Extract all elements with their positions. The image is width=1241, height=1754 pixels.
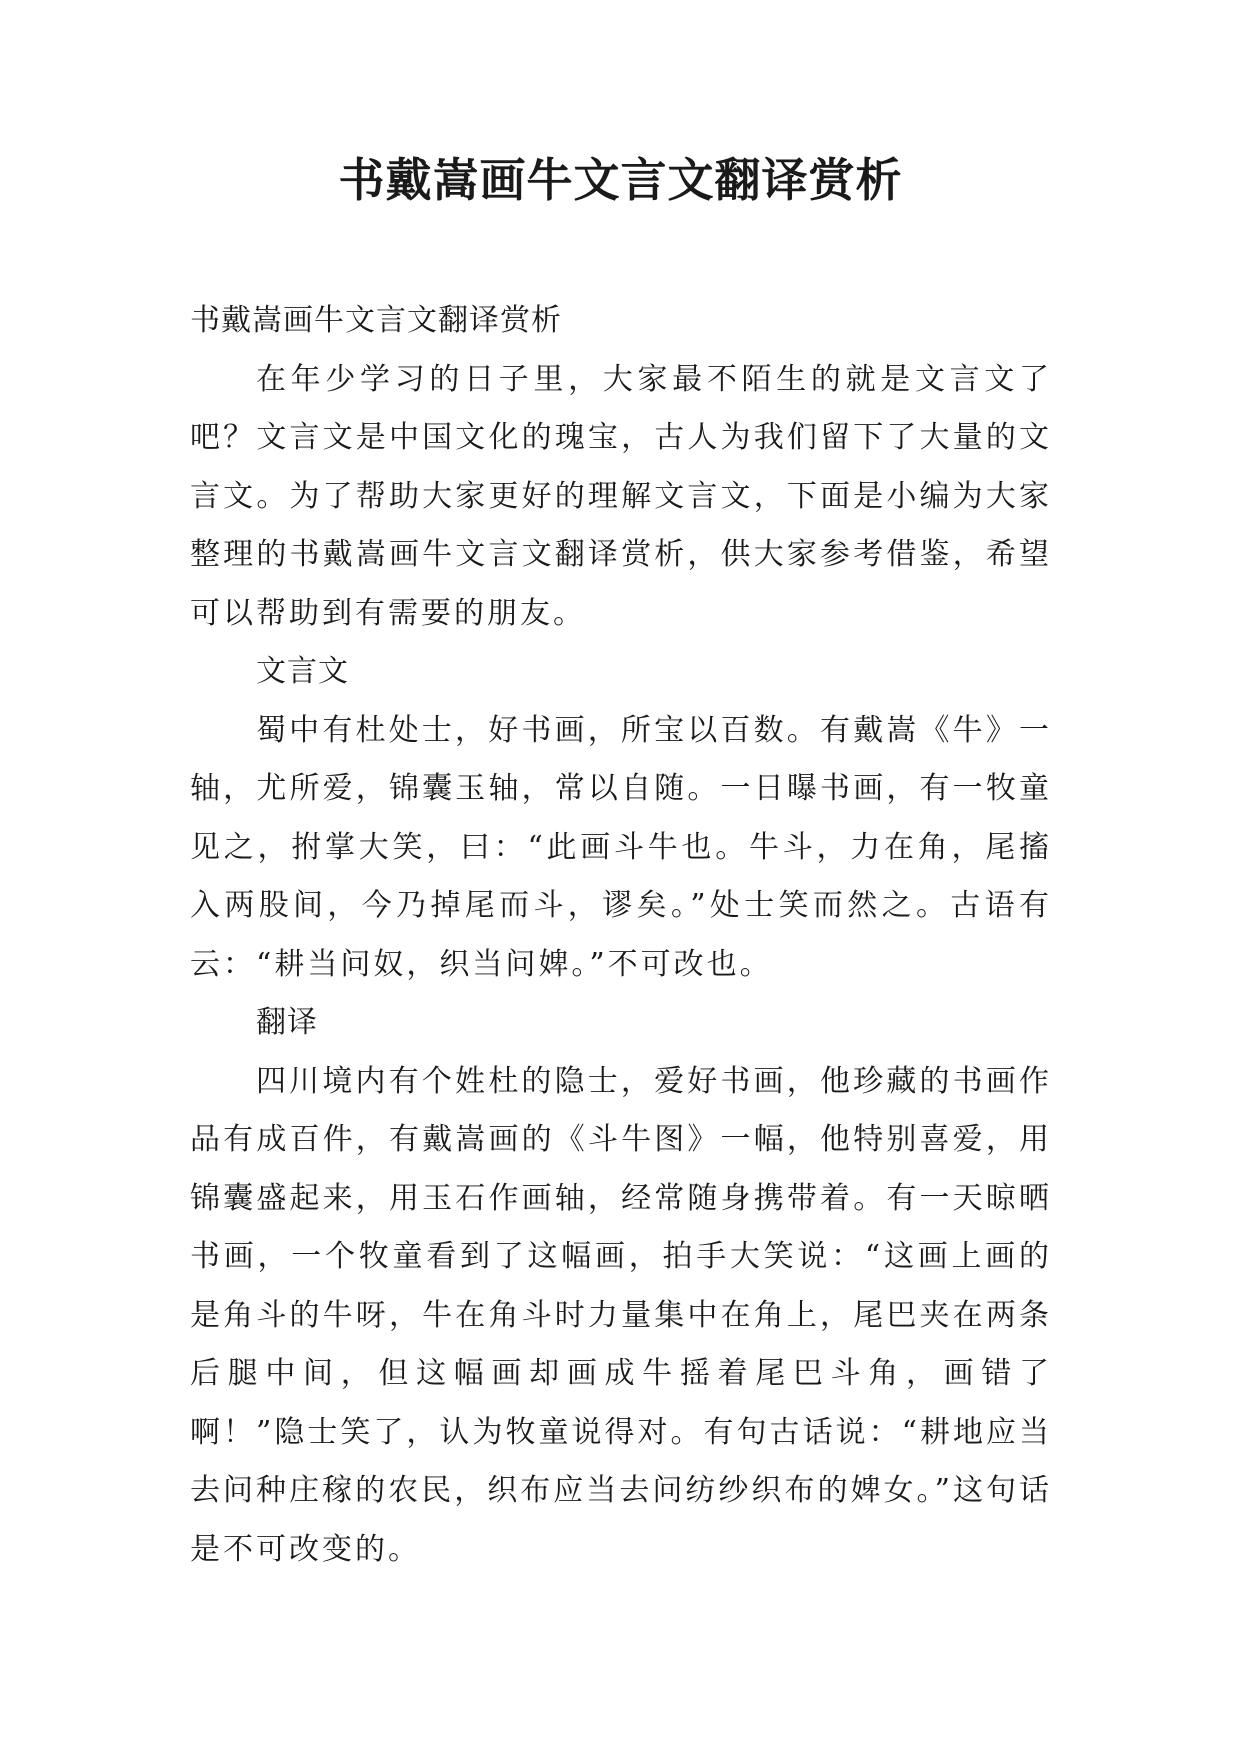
intro-paragraph: 在年少学习的日子里，大家最不陌生的就是文言文了吧？文言文是中国文化的瑰宝，古人为我们留下了大量的文言文。为了帮助大家更好的理解文言文，下面是小编为大家整理的书戴嵩画牛文言文翻译赏析，供大家参考借鉴，希望可以帮助到有需要的朋友。	[190, 361, 1052, 631]
document-body	[190, 292, 1052, 1579]
original-text-heading: 文言文	[256, 654, 349, 689]
translation-paragraph: 四川境内有个姓杜的隐士，爱好书画，他珍藏的书画作品有成百件，有戴嵩画的《斗牛图》一幅，他特别喜爱，用锦囊盛起来，用玉石作画轴，经常随身携带着。有一天晾晒书画，一个牧童看到了这幅画，拍手大笑说：“这画上画的是角斗的牛呀，牛在角斗时力量集中在角上，尾巴夹在两条后腿中间，但这幅画却画成牛摇着尾巴斗角，画错了啊！”隐士笑了，认为牧童说得对。有句古话说：“耕地应当去问种庄稼的农民，织布应当去问纺纱织布的婢女。”这句话是不可改变的。	[190, 1063, 1052, 1567]
original-text-paragraph: 蜀中有杜处士，好书画，所宝以百数。有戴嵩《牛》一轴，尤所爱，锦囊玉轴，常以自随。一日曝书画，有一牧童见之，拊掌大笑，曰：“此画斗牛也。牛斗，力在角，尾搐入两股间，今乃掉尾而斗，谬矣。”处士笑而然之。古语有云：“耕当问奴，织当问婢。”不可改也。	[190, 712, 1052, 982]
document-title: 书戴嵩画牛文言文翻译赏析	[338, 153, 903, 207]
document-subtitle: 书戴嵩画牛文言文翻译赏析	[190, 303, 562, 338]
translation-heading: 翻译	[256, 1005, 318, 1040]
